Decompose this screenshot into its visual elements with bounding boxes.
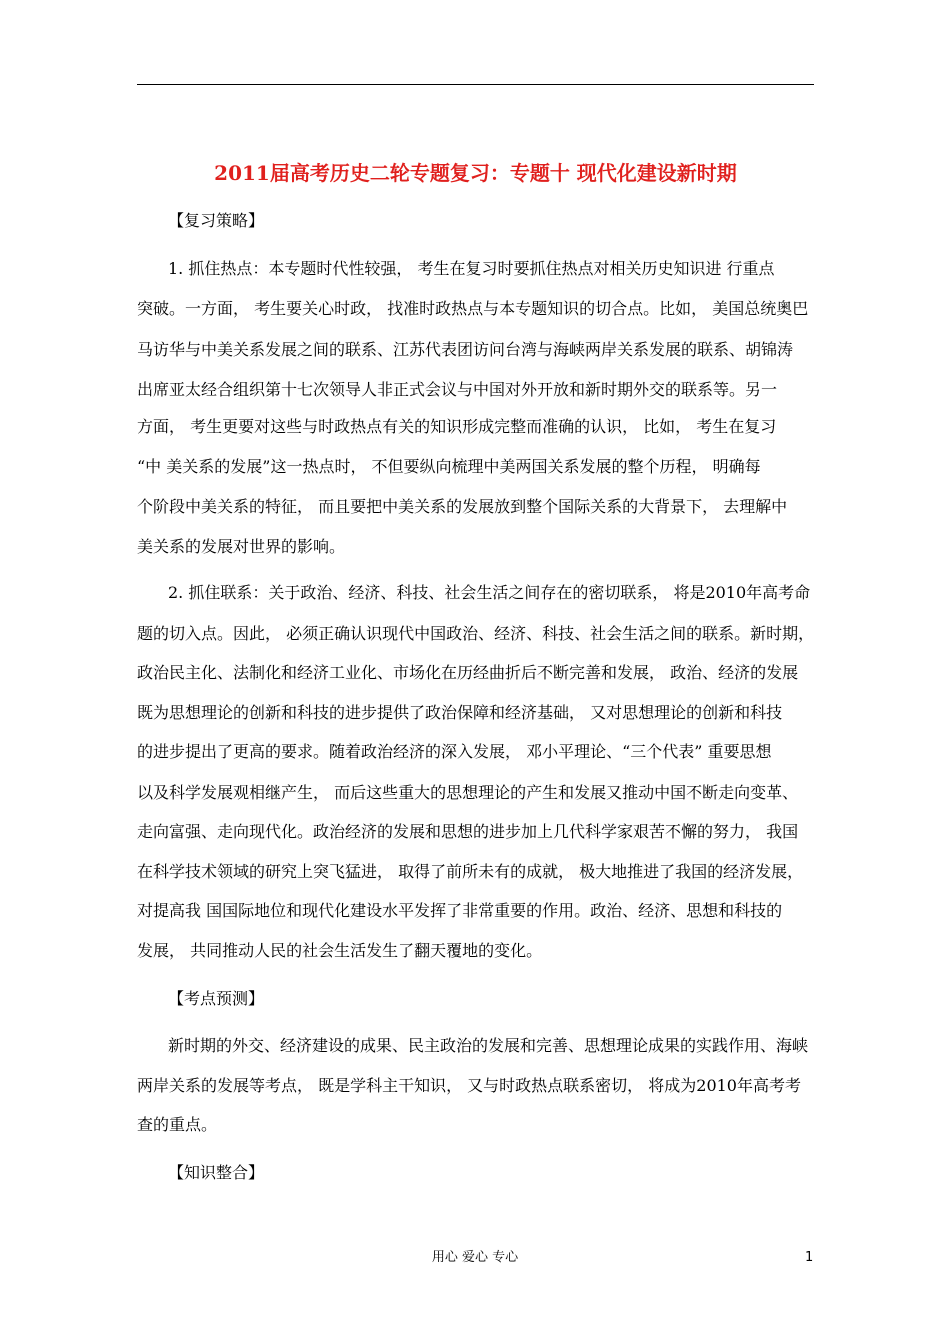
paragraph-line: 的进步提出了更高的要求。随着政治经济的深入发展， 邓小平理论、“三个代表” 重要思想 bbox=[137, 742, 772, 761]
paragraph-line: 在科学技术领域的研究上突飞猛进， 取得了前所未有的成就， 极大地推进了我国的经济发展， bbox=[137, 862, 804, 881]
paragraph-line: 新时期的外交、经济建设的成果、民主政治的发展和完善、思想理论成果的实践作用、海峡 bbox=[168, 1036, 809, 1055]
paragraph-line: 出席亚太经合组织第十七次领导人非正式会议与中国对外开放和新时期外交的联系等。另一 bbox=[137, 380, 778, 399]
paragraph-line: 查的重点。 bbox=[137, 1115, 218, 1134]
paragraph-line: 两岸关系的发展等考点， 既是学科主干知识， 又与时政热点联系密切， 将成为2010年高考考 bbox=[137, 1076, 801, 1095]
paragraph-line: 1. 抓住热点：本专题时代性较强， 考生在复习时要抓住热点对相关历史知识进 行重点 bbox=[168, 259, 775, 278]
paragraph-line: 美关系的发展对世界的影响。 bbox=[137, 537, 346, 556]
paragraph-line: 题的切入点。因此， 必须正确认识现代中国政治、经济、科技、社会生活之间的联系。新时期， bbox=[137, 624, 814, 643]
paragraph-line: 既为思想理论的创新和科技的进步提供了政治保障和经济基础， 又对思想理论的创新和科技 bbox=[137, 703, 783, 722]
paragraph-line: 对提高我 国国际地位和现代化建设水平发挥了非常重要的作用。政治、经济、思想和科技的 bbox=[137, 901, 783, 920]
paragraph-line: “中 美关系的发展”这一热点时， 不但要纵向梳理中美两国关系发展的整个历程， 明确每 bbox=[137, 457, 761, 476]
paragraph-line: 发展， 共同推动人民的社会生活发生了翻天覆地的变化。 bbox=[137, 941, 543, 960]
paragraph-line: 2. 抓住联系：关于政治、经济、科技、社会生活之间存在的密切联系， 将是2010年高考命 bbox=[168, 583, 811, 602]
paragraph-line: 突破。一方面， 考生要关心时政， 找准时政热点与本专题知识的切合点。比如， 美国总统奥巴 bbox=[137, 299, 809, 318]
paragraph-line: 政治民主化、法制化和经济工业化、市场化在历经曲折后不断完善和发展， 政治、经济的发展 bbox=[137, 663, 799, 682]
document-title: 2011届高考历史二轮专题复习：专题十 现代化建设新时期 bbox=[214, 161, 737, 185]
header-rule bbox=[137, 84, 814, 85]
paragraph-line: 马访华与中美关系发展之间的联系、江苏代表团访问台湾与海峡两岸关系发展的联系、胡锦涛 bbox=[137, 340, 794, 359]
footer-motto: 用心 爱心 专心 bbox=[431, 1250, 519, 1265]
section-heading-integration: 【知识整合】 bbox=[168, 1163, 265, 1182]
paragraph-line: 个阶段中美关系的特征， 而且要把中美关系的发展放到整个国际关系的大背景下， 去理解中 bbox=[137, 497, 788, 516]
section-heading-strategy: 【复习策略】 bbox=[168, 211, 265, 230]
section-heading-forecast: 【考点预测】 bbox=[168, 989, 265, 1008]
page-number: 1 bbox=[805, 1250, 814, 1265]
paragraph-line: 方面， 考生更要对这些与时政热点有关的知识形成完整而准确的认识， 比如， 考生在复习 bbox=[137, 417, 777, 436]
paragraph-line: 走向富强、走向现代化。政治经济的发展和思想的进步加上几代科学家艰苦不懈的努力， 我国 bbox=[137, 822, 799, 841]
paragraph-line: 以及科学发展观相继产生， 而后这些重大的思想理论的产生和发展又推动中国不断走向变革、 bbox=[137, 783, 799, 802]
